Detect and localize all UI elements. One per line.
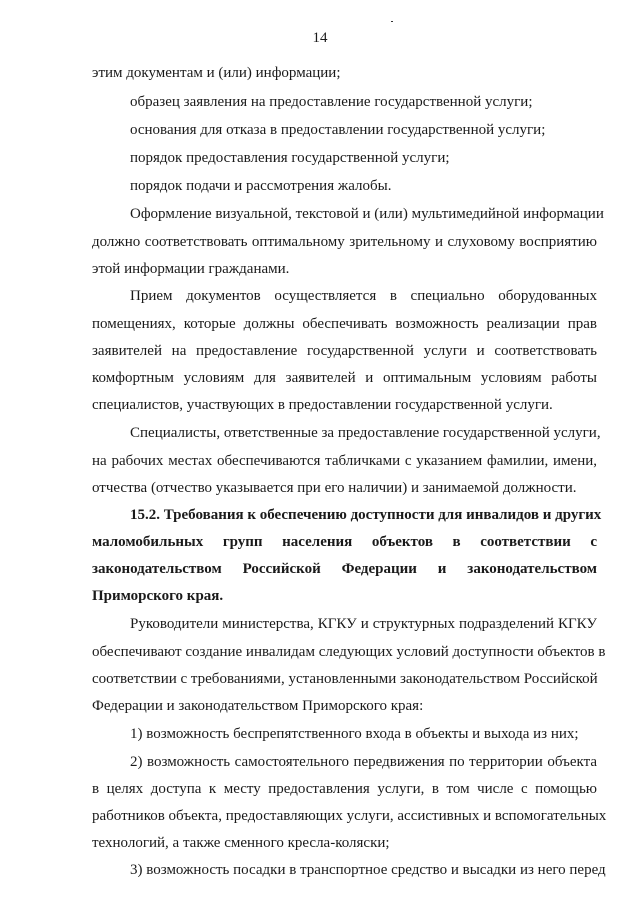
section-heading-line-1: 15.2. Требования к обеспечению доступности для инвалидов и других [130, 507, 602, 523]
text-line-23: соответствии с требованиями, установленными законодательством Российской [92, 671, 598, 687]
text-line-21: Руководители министерства, КГКУ и структурных подразделений КГКУ [130, 616, 597, 632]
text-line-12: комфортным условиям для заявителей и оптимальным условиям работы [92, 370, 597, 386]
text-line-4: порядок предоставления государственной услуги; [130, 150, 450, 166]
text-line-7: должно соответствовать оптимальному зрительному и слуховому восприятию [92, 234, 597, 250]
text-line-8: этой информации гражданами. [92, 261, 290, 277]
text-line-11: заявителей на предоставление государственной услуги и соответствовать [92, 343, 597, 359]
text-line-15: на рабочих местах обеспечиваются табличками с указанием фамилии, имени, [92, 453, 597, 469]
text-line-24: Федерации и законодательством Приморского края: [92, 698, 424, 714]
text-line-6: Оформление визуальной, текстовой и (или) мультимедийной информации [130, 206, 604, 222]
text-line-3: основания для отказа в предоставлении государственной услуги; [130, 122, 546, 138]
text-line-14: Специалисты, ответственные за предоставление государственной услуги, [130, 425, 601, 441]
list-item-2-line-3: работников объекта, предоставляющих услуги, ассистивных и вспомогательных [92, 808, 607, 824]
section-heading-line-2: маломобильных групп населения объектов в соответствии с [92, 534, 597, 550]
scan-mark [391, 21, 393, 22]
text-line-1: этим документам и (или) информации; [92, 65, 341, 81]
text-line-16: отчества (отчество указывается при его наличии) и занимаемой должности. [92, 480, 577, 496]
section-heading-line-4: Приморского края. [92, 588, 224, 604]
text-line-10: помещениях, которые должны обеспечивать возможность реализации прав [92, 316, 597, 332]
text-line-22: обеспечивают создание инвалидам следующих условий доступности объектов в [92, 644, 606, 660]
text-line-9: Прием документов осуществляется в специально оборудованных [130, 288, 597, 304]
list-item-2-line-4: технологий, а также сменного кресла-коляски; [92, 835, 390, 851]
text-line-13: специалистов, участвующих в предоставлении государственной услуги. [92, 397, 553, 413]
list-item-1: 1) возможность беспрепятственного входа в объекты и выхода из них; [130, 726, 579, 742]
text-line-5: порядок подачи и рассмотрения жалобы. [130, 178, 392, 194]
list-item-2-line-1: 2) возможность самостоятельного передвижения по территории объекта [130, 754, 597, 770]
list-item-3-line-1: 3) возможность посадки в транспортное средство и высадки из него перед [130, 862, 606, 878]
list-item-2-line-2: в целях доступа к месту предоставления услуги, в том числе с помощью [92, 781, 597, 797]
page-number: 14 [312, 30, 328, 46]
section-heading-line-3: законодательством Российской Федерации и законодательством [92, 561, 597, 577]
text-line-2: образец заявления на предоставление государственной услуги; [130, 94, 533, 110]
